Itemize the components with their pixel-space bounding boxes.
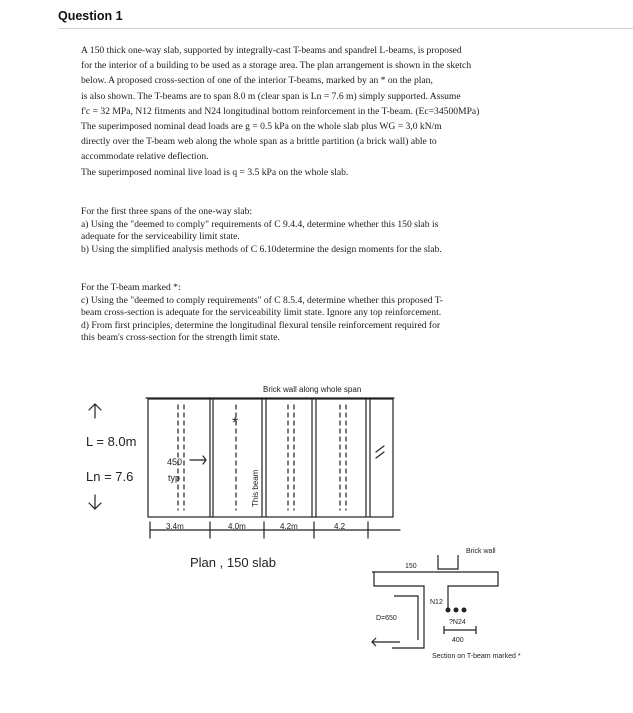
t-beam-question-line: c) Using the "deemed to comply requirements" of C 8.5.4, determine whether this proposed T-: [81, 294, 443, 306]
intro-line: The superimposed nominal dead loads are g = 0.5 kPa on the whole slab plus WG = 3,0 kN/m: [81, 121, 442, 133]
question-intro-paragraph: [81, 43, 601, 180]
intro-line: accommodate relative deflection.: [81, 151, 209, 163]
span-length-label: L = 8.0m: [86, 434, 137, 449]
intro-line: below. A proposed cross-section of one of the interior T-beams, marked by an * on the plan,: [81, 75, 433, 87]
plan-caption: Plan , 150 slab: [190, 555, 277, 570]
span-dimension-4: 4.2: [334, 522, 346, 531]
t-beam-question-line: this beam's cross-section for the strength limit state.: [81, 332, 280, 344]
slab-question-line: b) Using the simplified analysis methods of C 6.10determine the design moments for the slab.: [81, 243, 442, 255]
section-bars-label: ?N24: [449, 619, 466, 626]
brick-wall-label: Brick wall along whole span: [263, 385, 362, 394]
intro-line: The superimposed nominal live load is q = 3.5 kPa on the whole slab.: [81, 166, 349, 178]
intro-line: f'c = 32 MPa, N12 fitments and N24 longitudinal bottom reinforcement in the T-beam. (Ec=34500MPa): [81, 105, 480, 117]
section-caption: Section on T-beam marked *: [432, 653, 521, 660]
slab-question-line: a) Using the "deemed to comply" requirements of C 9.4.4, determine whether this 150 slab is: [81, 218, 439, 230]
intro-line: is also shown. The T-beams are to span 8.0 m (clear span is Ln = 7.6 m) simply supported. Assume: [81, 90, 461, 102]
slab-questions: [81, 206, 601, 256]
intro-line: A 150 thick one-way slab, supported by integrally-cast T-beams and spandrel L-beams, is proposed: [81, 45, 462, 56]
span-dimension-1: 3.4m: [166, 522, 184, 531]
slab-question-line: adequate for the serviceability limit state.: [81, 231, 240, 243]
this-beam-label: This beam: [251, 469, 260, 507]
dim-450-label: 450: [167, 457, 183, 467]
typical-label: typ: [168, 473, 181, 483]
plan-view: [89, 398, 400, 538]
section-slab-thickness: 150: [405, 563, 417, 570]
t-beam-questions: [81, 282, 601, 345]
section-web-width: 400: [452, 637, 464, 644]
section-depth-label: D=650: [376, 615, 397, 622]
question-heading: Question 1: [58, 9, 123, 23]
hand-sketch: [0, 370, 633, 670]
reinforcement-bars: [446, 608, 467, 613]
span-arrow-icon: [89, 495, 101, 509]
intro-line: directly over the T-beam web along the whole span as a brittle partition (a brick wall) able to: [81, 136, 437, 148]
beam-star-marker: *: [232, 415, 239, 432]
span-arrow-icon: [89, 404, 101, 418]
clear-span-label: Ln = 7.6: [86, 469, 134, 484]
span-dimension-3: 4.2m: [280, 522, 298, 531]
t-beam-question-line: beam cross-section is adequate for the serviceability limit state. Ignore any top reinforcement.: [81, 307, 442, 319]
slab-question-line: For the first three spans of the one-way slab:: [81, 206, 253, 217]
section-brick-wall-label: Brick wall: [466, 548, 496, 555]
t-beam-question-line: d) From first principles, determine the longitudinal flexural tensile reinforcement required for: [81, 319, 441, 331]
section-fitment-label: N12: [430, 599, 443, 606]
span-dimension-2: 4.0m: [228, 522, 246, 531]
intro-line: for the interior of a building to be used as a storage area. The plan arrangement is shown in the sketch: [81, 60, 472, 72]
heading-rule: [58, 28, 633, 29]
t-beam-question-line: For the T-beam marked *:: [81, 282, 181, 293]
